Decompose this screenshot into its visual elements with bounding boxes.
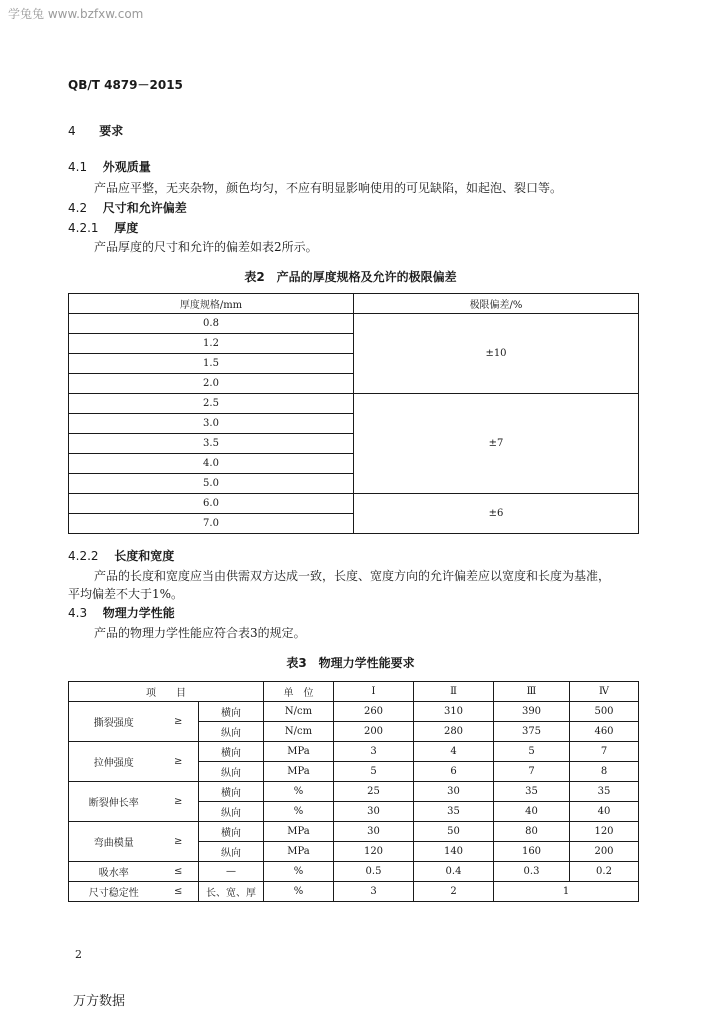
deviation-cell: ±10 [354,314,639,394]
unit-cell: % [264,802,334,822]
property-sign: ≤ [159,862,199,882]
section-number: 4.2 [68,201,88,215]
section-title: 要求 [99,124,124,138]
property-name: 弯曲模量 [69,822,159,862]
property-name: 吸水率 [69,862,159,882]
value-cell: 2 [414,882,494,902]
section-title: 尺寸和允许偏差 [102,201,187,215]
value-cell: 0.2 [570,862,639,882]
footer-brand: 万方数据 [73,994,126,1009]
direction-cell: 长、宽、厚 [199,882,264,902]
value-cell: 30 [334,822,414,842]
thickness-cell: 3.5 [69,434,354,454]
value-cell: 50 [414,822,494,842]
section-4-3-text: 产品的物理力学性能应符合表3的规定。 [94,626,306,640]
thickness-cell: 1.5 [69,354,354,374]
thickness-cell: 2.5 [69,394,354,414]
property-name: 断裂伸长率 [69,782,159,822]
value-cell: 4 [414,742,494,762]
value-cell: 200 [334,722,414,742]
thickness-cell: 1.2 [69,334,354,354]
table2-caption: 表2 产品的厚度规格及允许的极限偏差 [244,270,457,284]
value-cell: 30 [334,802,414,822]
table-header-row [69,682,639,702]
unit-cell: MPa [264,822,334,842]
header-thickness: 厚度规格/mm [69,294,354,314]
value-cell: 1 [494,882,639,902]
table-row [69,882,639,902]
value-cell: 140 [414,842,494,862]
physical-properties-table [68,681,639,902]
thickness-cell: 6.0 [69,494,354,514]
table-row [69,702,639,722]
value-cell: 5 [494,742,570,762]
value-cell: 3 [334,882,414,902]
page-number: 2 [75,948,82,961]
table-row [69,862,639,882]
value-cell: 0.5 [334,862,414,882]
unit-cell: % [264,782,334,802]
value-cell: 390 [494,702,570,722]
section-4-2-1-heading [68,219,138,236]
value-cell: 80 [494,822,570,842]
direction-cell: 横向 [199,782,264,802]
header-item: 项 目 [69,682,264,702]
value-cell: 7 [570,742,639,762]
value-cell: 35 [414,802,494,822]
section-title: 长度和宽度 [114,549,175,563]
value-cell: 375 [494,722,570,742]
thickness-table [68,293,639,534]
section-number: 4.3 [68,606,88,620]
section-4-3-heading [68,604,175,621]
value-cell: 200 [570,842,639,862]
value-cell: 120 [334,842,414,862]
value-cell: 500 [570,702,639,722]
property-sign: ≥ [159,702,199,742]
section-number: 4.2.2 [68,549,99,563]
table-row [69,394,639,414]
value-cell: 3 [334,742,414,762]
value-cell: 160 [494,842,570,862]
table-row [69,742,639,762]
section-number: 4 [68,124,76,138]
section-4-2-2-heading [68,547,174,564]
header-grade-2: Ⅱ [414,682,494,702]
deviation-cell: ±6 [354,494,639,534]
direction-cell: 横向 [199,822,264,842]
direction-cell: 纵向 [199,842,264,862]
property-sign: ≥ [159,822,199,862]
value-cell: 8 [570,762,639,782]
property-sign: ≤ [159,882,199,902]
thickness-cell: 0.8 [69,314,354,334]
thickness-cell: 2.0 [69,374,354,394]
thickness-cell: 5.0 [69,474,354,494]
watermark: 学兔兔 www.bzfxw.com [8,7,144,21]
section-4-2-2-text-line1: 产品的长度和宽度应当由供需双方达成一致，长度、宽度方向的允许偏差应以宽度和长度为基准， [94,569,611,583]
section-4-2-2-text-line2: 平均偏差不大于1%。 [68,587,184,601]
unit-cell: % [264,882,334,902]
thickness-cell: 3.0 [69,414,354,434]
direction-cell: 横向 [199,742,264,762]
header-unit: 单 位 [264,682,334,702]
unit-cell: % [264,862,334,882]
property-sign: ≥ [159,782,199,822]
section-number: 4.2.1 [68,221,99,235]
header-deviation: 极限偏差/% [354,294,639,314]
table3-caption: 表3 物理力学性能要求 [286,656,415,670]
header-grade-4: Ⅳ [570,682,639,702]
unit-cell: N/cm [264,702,334,722]
value-cell: 0.4 [414,862,494,882]
direction-cell: 纵向 [199,722,264,742]
property-name: 拉伸强度 [69,742,159,782]
standard-code: QB/T 4879－2015 [68,78,183,92]
unit-cell: MPa [264,842,334,862]
value-cell: 35 [570,782,639,802]
value-cell: 25 [334,782,414,802]
section-title: 厚度 [114,221,139,235]
direction-cell: 纵向 [199,802,264,822]
value-cell: 460 [570,722,639,742]
direction-cell: 纵向 [199,762,264,782]
value-cell: 120 [570,822,639,842]
section-4-heading [68,122,123,139]
section-4-2-1-text: 产品厚度的尺寸和允许的偏差如表2所示。 [94,240,318,254]
table-header-row [69,294,639,314]
value-cell: 0.3 [494,862,570,882]
value-cell: 310 [414,702,494,722]
value-cell: 35 [494,782,570,802]
value-cell: 40 [494,802,570,822]
direction-cell: 横向 [199,702,264,722]
section-4-1-text: 产品应平整，无夹杂物，颜色均匀，不应有明显影响使用的可见缺陷，如起泡、裂口等。 [94,181,563,195]
thickness-cell: 7.0 [69,514,354,534]
table-row [69,494,639,514]
value-cell: 280 [414,722,494,742]
table-row [69,782,639,802]
header-grade-1: Ⅰ [334,682,414,702]
thickness-cell: 4.0 [69,454,354,474]
value-cell: 6 [414,762,494,782]
section-4-1-heading [68,158,151,175]
deviation-cell: ±7 [354,394,639,494]
section-title: 物理力学性能 [102,606,175,620]
property-sign: ≥ [159,742,199,782]
value-cell: 7 [494,762,570,782]
table-row [69,822,639,842]
value-cell: 260 [334,702,414,722]
header-grade-3: Ⅲ [494,682,570,702]
value-cell: 30 [414,782,494,802]
table-row [69,314,639,334]
property-name: 撕裂强度 [69,702,159,742]
value-cell: 40 [570,802,639,822]
unit-cell: MPa [264,742,334,762]
unit-cell: N/cm [264,722,334,742]
section-number: 4.1 [68,160,88,174]
direction-cell: — [199,862,264,882]
section-4-2-heading [68,199,187,216]
value-cell: 5 [334,762,414,782]
unit-cell: MPa [264,762,334,782]
section-title: 外观质量 [102,160,151,174]
property-name: 尺寸稳定性 [69,882,159,902]
